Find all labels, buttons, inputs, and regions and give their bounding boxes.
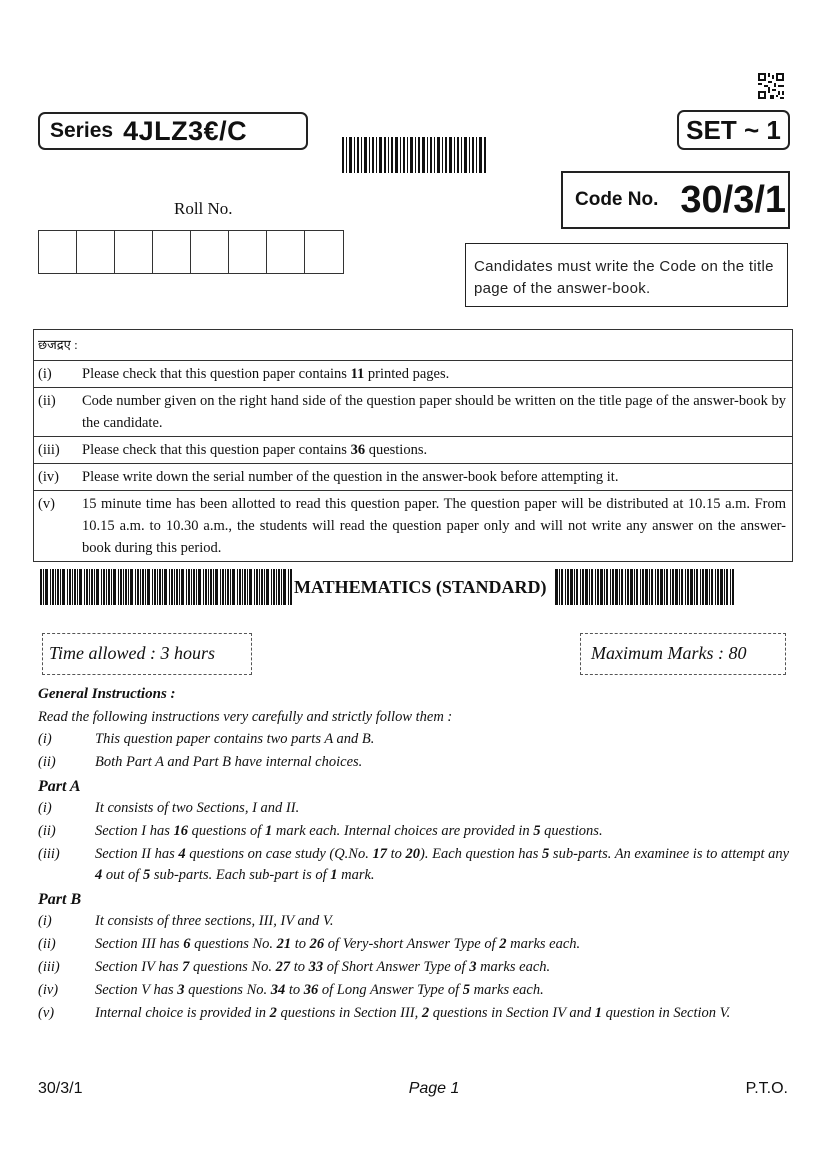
- item-text: Section V has 3 questions No. 34 to 36 of Long Answer Type of 5 marks each.: [95, 982, 544, 998]
- subject-title: MATHEMATICS (STANDARD): [294, 576, 547, 597]
- instruction-text: 15 minute time has been allotted to read this question paper. The question paper will be distributed at 10.15 a.m. From 10.15 a.m. to 10.30 a.m., the students will read the question paper only and will not write any answer on the answer-book during this period.: [76, 491, 793, 562]
- instruction-text: Please write down the serial number of the question in the answer-book before attempting it.: [76, 464, 793, 491]
- part-a-items: [38, 798, 798, 886]
- barcode-icon: [342, 137, 488, 173]
- part-a-item: [38, 821, 798, 842]
- general-instructions: [38, 683, 798, 1026]
- page-footer: [38, 1080, 788, 1098]
- instruction-number: (iii): [34, 437, 77, 464]
- page-number: Page 1: [408, 1080, 460, 1097]
- part-b-item: [38, 957, 798, 978]
- series-value: 4JLZ3€/C: [123, 115, 248, 146]
- instruction-number: (v): [34, 491, 77, 562]
- barcode-icon: [555, 569, 735, 605]
- intro-item: (ii) Both Part A and Part B have internal choices.: [38, 754, 363, 770]
- part-b-item: [38, 980, 798, 1001]
- instruction-number: (ii): [34, 388, 77, 437]
- time-allowed-box: [42, 633, 252, 675]
- roll-number-cell[interactable]: [267, 231, 305, 273]
- item-text: Internal choice is provided in 2 questions in Section III, 2 questions in Section IV and 1 question in Section V.: [95, 1005, 731, 1021]
- item-number: (iii): [38, 959, 60, 975]
- item-text: Section III has 6 questions No. 21 to 26 of Very-short Answer Type of 2 marks each.: [95, 936, 581, 952]
- series-label: Series: [50, 119, 114, 142]
- instructions-table: [33, 329, 793, 562]
- intro-item: (i) This question paper contains two parts A and B.: [38, 731, 375, 747]
- part-a-heading: Part A: [38, 778, 81, 795]
- subject-row: [40, 568, 786, 606]
- roll-number-label: Roll No.: [174, 199, 233, 218]
- part-b-items: [38, 911, 798, 1024]
- roll-number-cell[interactable]: [305, 231, 343, 273]
- item-text: Section I has 16 questions of 1 mark each. Internal choices are provided in 5 questions.: [95, 823, 603, 839]
- time-allowed: Time allowed : 3 hours: [49, 643, 216, 663]
- item-number: (i): [38, 800, 52, 816]
- instruction-text: Code number given on the right hand side of the question paper should be written on the title page of the answer-book by the candidate.: [76, 388, 793, 437]
- roll-number-boxes: [38, 230, 344, 274]
- instruction-row: [34, 464, 793, 491]
- part-a-item: [38, 844, 798, 886]
- maximum-marks-box: [580, 633, 786, 675]
- barcode-icon: [40, 569, 292, 605]
- item-number: (ii): [38, 823, 56, 839]
- item-text: Section IV has 7 questions No. 27 to 33 of Short Answer Type of 3 marks each.: [95, 959, 551, 975]
- pto-label: P.T.O.: [745, 1080, 788, 1097]
- instruction-number: (i): [34, 361, 77, 388]
- roll-number-cell[interactable]: [153, 231, 191, 273]
- item-number: (iii): [38, 846, 60, 862]
- item-number: (i): [38, 913, 52, 929]
- part-b-item: [38, 911, 798, 932]
- qr-code-icon: [758, 73, 784, 99]
- instruction-text: Please check that this question paper contains 36 questions.: [76, 437, 793, 464]
- part-b-item: [38, 1003, 798, 1024]
- roll-number-cell[interactable]: [39, 231, 77, 273]
- item-number: (v): [38, 1005, 55, 1021]
- instruction-row: [34, 491, 793, 562]
- roll-number-cell[interactable]: [191, 231, 229, 273]
- part-b-item: [38, 934, 798, 955]
- general-instructions-heading: General Instructions :: [38, 686, 176, 702]
- roll-number-cell[interactable]: [115, 231, 153, 273]
- hindi-heading: छजद्रए :: [34, 330, 793, 361]
- item-number: (iv): [38, 982, 59, 998]
- roll-number-cell[interactable]: [77, 231, 115, 273]
- maximum-marks: Maximum Marks : 80: [591, 643, 747, 663]
- part-b-heading: Part B: [38, 891, 82, 908]
- item-text: It consists of two Sections, I and II.: [95, 800, 300, 816]
- candidate-note: Candidates must write the Code on the title page of the answer-book.: [465, 243, 788, 307]
- code-label: Code No.: [575, 189, 659, 210]
- instruction-text: Please check that this question paper contains 11 printed pages.: [76, 361, 793, 388]
- instruction-row: [34, 361, 793, 388]
- instruction-number: (iv): [34, 464, 77, 491]
- code-value: 30/3/1: [680, 178, 787, 221]
- part-a-item: [38, 798, 798, 819]
- series-box: [38, 112, 308, 150]
- instruction-row: [34, 388, 793, 437]
- set-badge: SET ~ 1: [677, 110, 790, 150]
- item-text: It consists of three sections, III, IV and V.: [95, 913, 334, 929]
- code-number-box: [561, 171, 790, 229]
- roll-number-cell[interactable]: [229, 231, 267, 273]
- footer-code: 30/3/1: [38, 1080, 83, 1097]
- instruction-row: [34, 437, 793, 464]
- general-instructions-lead: Read the following instructions very carefully and strictly follow them :: [38, 709, 453, 725]
- item-text: Section II has 4 questions on case study (Q.No. 17 to 20). Each question has 5 sub-parts. An examinee is to attempt any 4 out of 5 sub-parts. Each sub-part is of 1 mark.: [95, 846, 790, 883]
- item-number: (ii): [38, 936, 56, 952]
